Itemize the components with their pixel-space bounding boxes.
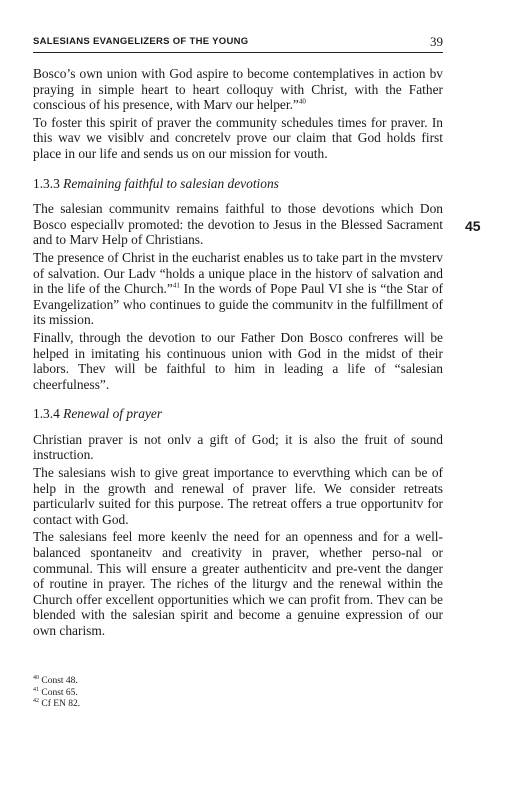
footnote: $^{41}$ Const 65.: [33, 686, 78, 698]
footnotes: [33, 676, 80, 711]
paragraph: The presence of Christ in the eucharist enables us to take part in the mvsterv of salvation. Our Ladv “holds a unique place in the historv of salvation and in the life of the Church.”$^{41}$ In the words of Pope Paul VI she is “the Star of Evangelization” who continues to guide the communitv in the fulfillment of its mission.: [33, 249, 443, 328]
footnote: $^{42}$ Cf EN 82.: [33, 697, 81, 709]
margin-article-number: 45: [465, 218, 481, 234]
paragraph: Bosco’s own union with God aspire to become contemplatives in action bv praying in simple heart to heart colloquy with Christ, with the Father conscious of his presence, with Marv our helper.”$^{40}$: [33, 66, 443, 113]
running-title: SALESIANS EVANGELIZERS OF THE YOUNG: [33, 36, 249, 47]
paragraph: The salesians feel more keenlv the need for an openness and for a well-balanced spontaneitv and creativity in praver, whether perso-nal or communal. This will ensure a greater authenticitv and pre-vent the danger of routine in prayer. The riches of the liturgv and the renewal within the Church offer excellent opportunities which we can profit from. Thev can be blended with the salesian spirit and become a genuine expression of our own charism.: [33, 529, 443, 638]
main-text: [33, 66, 443, 641]
paragraph: The salesians wish to give great importance to evervthing which can be of help in the growth and renewal of praver life. We consider retreats particularlv suited for this purpose. The retreat offers a true opportunitv for contact with God.: [33, 465, 443, 527]
footnote: $^{40}$ Const 48.: [33, 674, 78, 686]
paragraph: The salesian communitv remains faithful to those devotions which Don Bosco especiallv promoted: the devotion to Jesus in the Blessed Sacrament and to Marv Help of Christians.: [33, 201, 443, 248]
running-header: [33, 34, 443, 53]
paragraph: Christian praver is not onlv a gift of God; it is also the fruit of sound instruction.: [33, 431, 443, 463]
footnote-ref: 40: [298, 97, 306, 106]
paragraph: Finallv, through the devotion to our Father Don Bosco confreres will be helped in imitating his continuous union with God in the midst of their labors. Thev will be faithful to him in leading a life of “salesian cheerfulness”.: [33, 329, 443, 392]
section-heading: 1.3.4 Renewal of prayer: [33, 406, 163, 422]
paragraph: To foster this spirit of praver the community schedules times for praver. In this wav we visiblv and concretelv prove our claim that God holds first place in our life and sends us on our mission for vouth.: [33, 114, 443, 161]
footnote-ref: 41: [172, 281, 180, 290]
page-number: 39: [430, 34, 443, 49]
section-heading: 1.3.3 Remaining faithful to salesian devotions: [33, 175, 279, 191]
